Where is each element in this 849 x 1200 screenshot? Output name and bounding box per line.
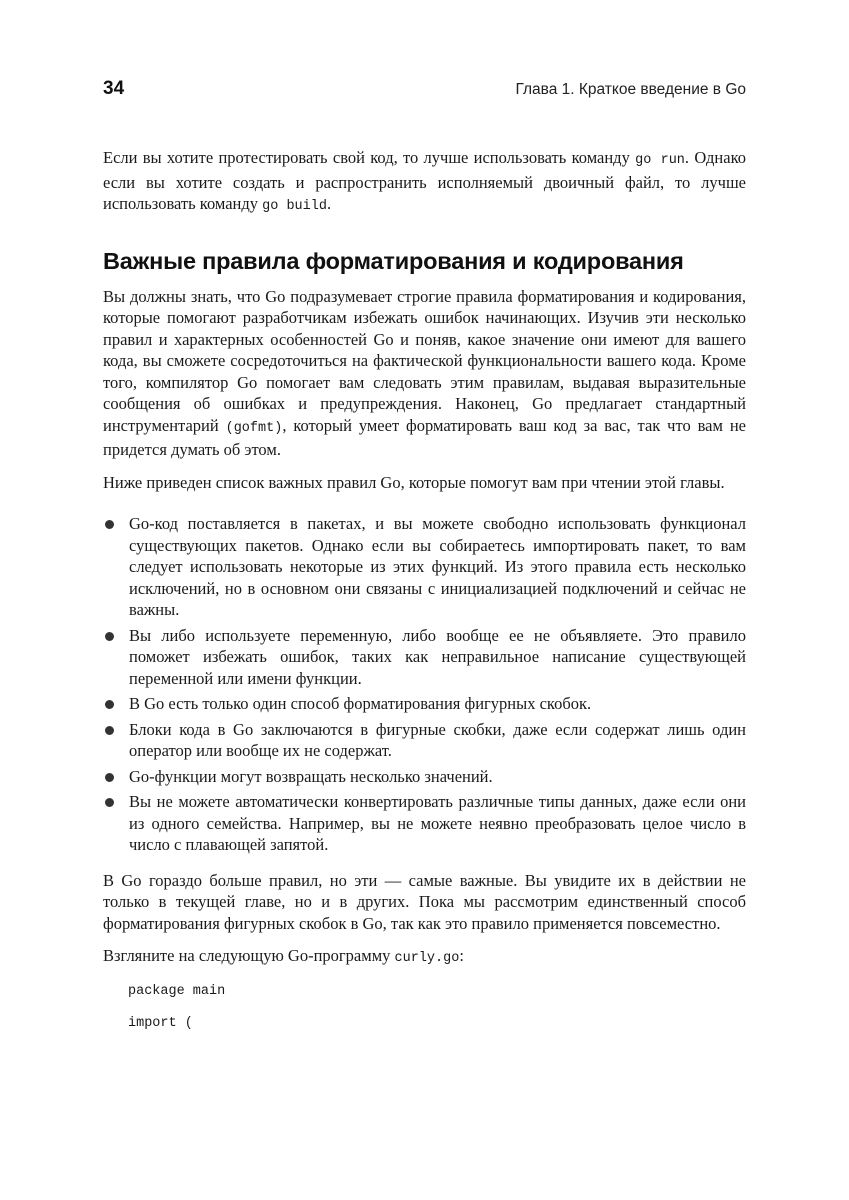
rule-text: Go-функции могут возвращать несколько значений. bbox=[129, 766, 493, 786]
list-item bbox=[103, 625, 746, 690]
para4-text: Взгляните на следующую Go-программу bbox=[103, 946, 395, 965]
list-item bbox=[103, 791, 746, 856]
bullet-icon bbox=[105, 520, 114, 529]
chapter-title: Глава 1. Краткое введение в Go bbox=[515, 81, 746, 98]
rule-text: Вы не можете автоматически конвертировать различные типы данных, даже если они из одного семейства. Например, вы не можете неявно преобразовать целое число в число с плавающей запятой. bbox=[129, 792, 746, 854]
section-paragraph-3: В Go гораздо больше правил, но эти — самые важные. Вы увидите их в действии не только в текущей главе, но и в других. Пока мы рассмотрим единственный способ форматирования фигурных скобок в Go, так как это правило применяется повсеместно. bbox=[103, 870, 746, 933]
rule-text: В Go есть только один способ форматирования фигурных скобок. bbox=[129, 694, 592, 713]
inline-code-gofmt: (gofmt) bbox=[225, 420, 283, 436]
intro-text-3: . bbox=[326, 194, 332, 213]
list-item bbox=[103, 693, 746, 715]
bullet-icon bbox=[105, 632, 114, 641]
section-paragraph-4 bbox=[103, 945, 746, 970]
rule-text: Go-код поставляется в пакетах, и вы можете свободно использовать функционал существующих пакетов. Однако если вы собираетесь импортировать пакет, то вам следует использовать некоторые из этих функций. Из этого правила есть несколько исключений, но в основном они связаны с инициализацией подключений и сейчас не важны. bbox=[129, 514, 746, 619]
list-item bbox=[103, 513, 746, 621]
intro-text-1: Если вы хотите протестировать свой код, то лучше использовать команду bbox=[103, 148, 636, 167]
section-paragraph-1 bbox=[103, 286, 746, 461]
para4-end: : bbox=[459, 946, 464, 965]
page-number: 34 bbox=[103, 78, 125, 99]
inline-code-filename: curly.go bbox=[394, 951, 460, 966]
rule-text: Вы либо используете переменную, либо вообще ее не объявляете. Это правило поможет избежать ошибок, таких как неправильное написание существующей переменной или имени функции. bbox=[129, 625, 746, 688]
code-line: import ( bbox=[128, 1015, 193, 1031]
section-heading: Важные правила форматирования и кодирования bbox=[103, 247, 684, 274]
bullet-icon bbox=[105, 798, 114, 807]
code-listing bbox=[128, 981, 746, 1034]
running-header bbox=[103, 78, 746, 104]
rules-list bbox=[103, 513, 746, 856]
bullet-icon bbox=[105, 700, 114, 709]
para1-text-2: , который умеет форматировать ваш код за вас, так что вам не придется думать об этом. bbox=[103, 415, 746, 459]
intro-paragraph bbox=[103, 147, 746, 218]
list-item bbox=[103, 719, 746, 762]
bullet-icon bbox=[105, 726, 114, 735]
section-paragraph-2: Ниже приведен список важных правил Go, которые помогут вам при чтении этой главы. bbox=[103, 472, 725, 492]
inline-code-go-run: go run bbox=[635, 153, 685, 168]
rule-text: Блоки кода в Go заключаются в фигурные скобки, даже если содержат лишь один оператор или вообще их не содержат. bbox=[129, 719, 746, 760]
page-body bbox=[103, 147, 746, 1034]
bullet-icon bbox=[105, 773, 114, 782]
intro-text-2: . Однако если вы хотите создать и распространить исполняемый двоичный файл, то лучше использовать команду bbox=[103, 148, 746, 213]
inline-code-go-build: go build bbox=[262, 199, 327, 214]
para1-text-1: Вы должны знать, что Go подразумевает строгие правила форматирования и кодирования, которые помогают разработчикам избежать ошибок начинающих. Изучив эти несколько правил и характерных особенностей Go и поняв, какое значение они имеют для вашего кода, вы сможете сосредоточиться на фактической функциональности вашего кода. Кроме того, компилятор Go помогает вам следовать этим правилам, выдавая выразительные сообщения об ошибках и предупреждения. Наконец, Go предлагает стандартный инструментарий bbox=[103, 286, 746, 435]
list-item bbox=[103, 766, 746, 788]
code-line: package main bbox=[128, 983, 226, 999]
